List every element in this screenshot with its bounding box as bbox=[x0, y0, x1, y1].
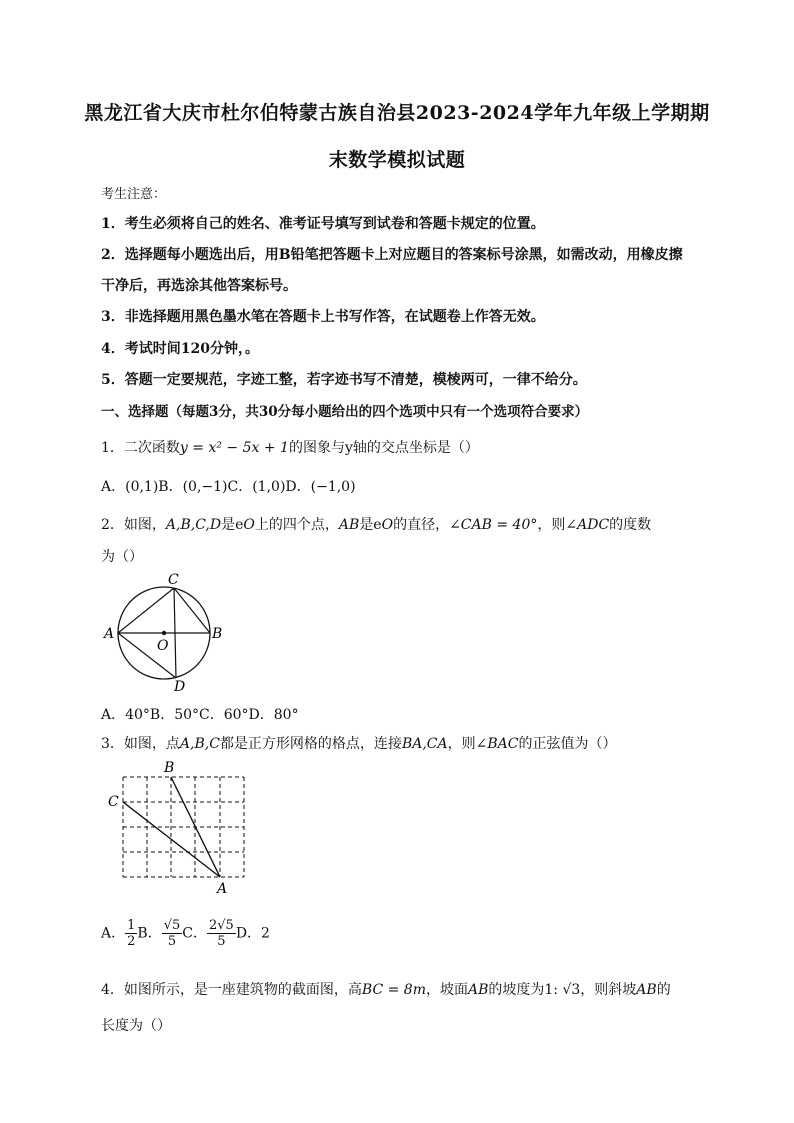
grid-label-a: A bbox=[217, 881, 228, 896]
q3-opt-b-prefix: B． bbox=[137, 925, 162, 942]
q3-points: A,B,C bbox=[179, 736, 220, 752]
q1-prefix: 1．二次函数 bbox=[101, 440, 180, 456]
q2-text-c: 上的四个点， bbox=[254, 517, 339, 533]
title-line-2: 末数学模拟试题 bbox=[328, 149, 466, 171]
q3-opt-d: D．2 bbox=[235, 925, 270, 942]
q4-text-c: 的坡度为 bbox=[488, 982, 545, 998]
section-1-heading: 一、选择题（每题3分，共30分每小题给出的四个选项中只有一个选项符合要求） bbox=[101, 404, 589, 420]
q4-slope-ab: AB bbox=[467, 982, 489, 998]
q3-text-b: 都是正方形网格的格点，连接 bbox=[219, 736, 402, 752]
label-b: B bbox=[212, 626, 223, 642]
q3-opt-a-den: 2 bbox=[127, 934, 136, 949]
q1-options: A．(0,1)B．(0,−1)C．(1,0)D．(−1,0) bbox=[101, 479, 356, 495]
question-2 bbox=[101, 514, 651, 534]
q4-line-2: 长度为（） bbox=[101, 1018, 171, 1034]
label-a: A bbox=[104, 626, 115, 642]
q2-angle-cab: ∠CAB = 40° bbox=[449, 517, 538, 533]
q2-segment-ab: AB bbox=[338, 517, 360, 533]
notice-1: 1．考生必须将自己的姓名、准考证号填写到试卷和答题卡规定的位置。 bbox=[101, 216, 545, 232]
q3-opt-a-num: 1 bbox=[127, 918, 136, 933]
notice-4: 4．考试时间120分钟，。 bbox=[101, 341, 259, 357]
q2-angle-adc: ∠ADC bbox=[565, 517, 610, 533]
notice-5: 5．答题一定要规范，字迹工整，若字迹书写不清楚，模棱两可，一律不给分。 bbox=[101, 372, 587, 388]
chord-ac bbox=[118, 588, 174, 633]
q3-options bbox=[101, 918, 270, 958]
q4-text-e: 的 bbox=[656, 982, 671, 998]
q4-text-a: 4．如图所示，是一座建筑物的截面图，高 bbox=[101, 982, 362, 998]
q1-suffix: 的图象与y轴的交点坐标是（） bbox=[288, 440, 479, 456]
q4-text-b: ，坡面 bbox=[425, 982, 468, 998]
question-3 bbox=[101, 733, 616, 753]
grid-figure bbox=[100, 756, 260, 896]
q2-options: A．40°B．50°C．60°D．80° bbox=[101, 707, 299, 723]
q4-text-d: ，则斜坡 bbox=[580, 982, 637, 998]
q2-circle-o: O bbox=[243, 517, 255, 533]
q3-opt-a-prefix: A． bbox=[101, 925, 126, 942]
q3-text-d: 的正弦值为（） bbox=[518, 736, 617, 752]
circle-figure bbox=[100, 570, 230, 695]
q3-opt-a-fraction bbox=[125, 918, 137, 949]
q2-text-b: 是e bbox=[221, 517, 244, 533]
q2-line-2: 为（） bbox=[101, 549, 143, 565]
notice-heading: 考生注意： bbox=[101, 187, 167, 202]
q3-opt-b-fraction bbox=[162, 918, 183, 949]
q3-opt-c-fraction bbox=[207, 918, 236, 949]
q2-circle-o-2: O bbox=[381, 517, 394, 533]
q3-angle-bac: ∠BAC bbox=[475, 736, 519, 752]
notice-2: 2．选择题每小题选出后，用B铅笔把答题卡上对应题目的答案标号涂黑，如需改动，用橡皮擦 bbox=[101, 247, 683, 263]
q4-slope-ab-2: AB bbox=[636, 982, 657, 998]
q3-opt-c-num: 2√5 bbox=[208, 918, 234, 933]
q3-opt-b-num: √5 bbox=[163, 918, 181, 933]
notice-3: 3．非选择题用黑色墨水笔在答题卡上书写作答，在试题卷上作答无效。 bbox=[101, 309, 545, 325]
q1-expression: y = x² − 5x + 1 bbox=[179, 440, 289, 456]
q3-segments: BA,CA bbox=[401, 736, 448, 752]
notice-2-cont: 干净后，再选涂其他答案标号。 bbox=[101, 278, 297, 294]
title-line-1: 黑龙江省大庆市杜尔伯特蒙古族自治县2023-2024学年九年级上学期期 bbox=[84, 102, 710, 124]
dashed-grid bbox=[123, 777, 244, 877]
q3-opt-c-prefix: C． bbox=[182, 925, 207, 942]
center-point bbox=[162, 631, 166, 635]
label-c: C bbox=[168, 572, 179, 588]
q3-opt-b-den: 5 bbox=[167, 934, 177, 949]
q2-text-a: 2．如图， bbox=[101, 517, 166, 533]
question-4 bbox=[101, 979, 671, 999]
q2-text-f: ，则 bbox=[537, 517, 566, 533]
grid-label-b: B bbox=[164, 760, 175, 776]
q2-text-g: 的度数 bbox=[609, 517, 652, 533]
question-1 bbox=[101, 437, 479, 457]
label-d: D bbox=[174, 679, 186, 695]
q2-points: A,B,C,D bbox=[165, 517, 222, 533]
q2-text-d: 是e bbox=[359, 517, 382, 533]
grid-label-c: C bbox=[108, 794, 119, 810]
q3-text-a: 3．如图，点 bbox=[101, 736, 180, 752]
q4-ratio: 1: √3 bbox=[544, 982, 581, 998]
q2-text-e: 的直径， bbox=[393, 517, 450, 533]
label-o: O bbox=[157, 638, 169, 654]
q4-height-bc: BC = 8m bbox=[361, 982, 426, 998]
q3-text-c: ，则 bbox=[447, 736, 476, 752]
q3-opt-c-den: 5 bbox=[217, 934, 226, 949]
